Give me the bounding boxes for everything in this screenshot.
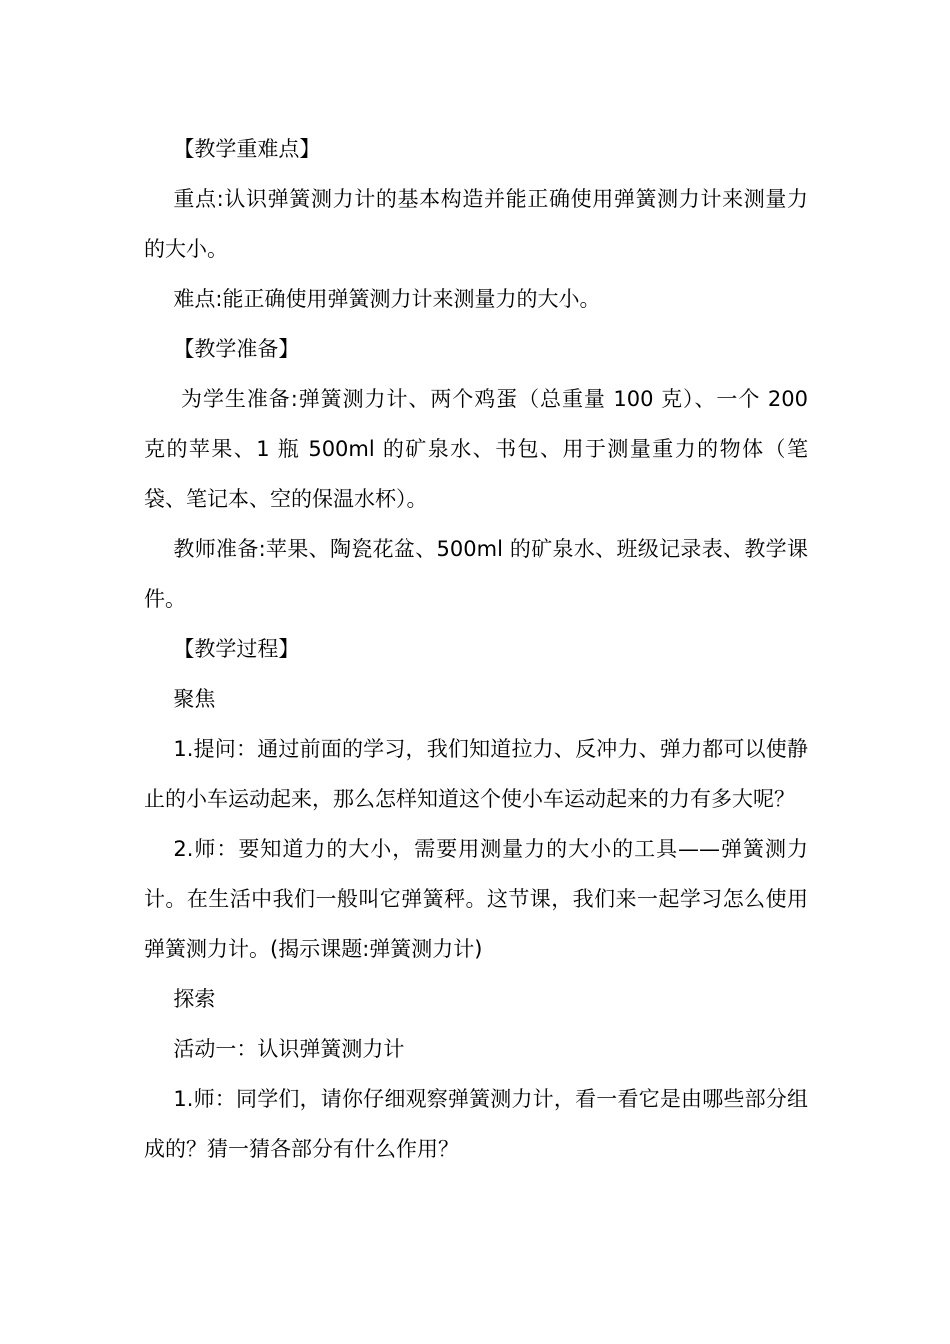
heading-teaching-preparation: 【教学准备】 <box>173 337 300 361</box>
activity-one-title: 活动一：认识弹簧测力计 <box>173 1037 405 1061</box>
paragraph-teacher-intro: 2.师：要知道力的大小，需要用测量力的大小的工具——弹簧测力计。在生活中我们一般叫它弹簧秤。这节课，我们来一起学习怎么使用弹簧测力计。(揭示课题:弹簧测力计) <box>144 837 808 961</box>
paragraph-student-preparation: 为学生准备:弹簧测力计、两个鸡蛋（总重量 100 克）、一个 200 克的苹果、1 瓶 500ml 的矿泉水、书包、用于测量重力的物体（笔袋、笔记本、空的保温水杯）。 <box>144 387 815 511</box>
paragraph-question: 1.提问：通过前面的学习，我们知道拉力、反冲力、弹力都可以使静止的小车运动起来，那么怎样知道这个使小车运动起来的力有多大呢？ <box>144 737 808 811</box>
document-body <box>144 124 815 1174</box>
paragraph-difficult-point: 难点:能正确使用弹簧测力计来测量力的大小。 <box>173 287 601 311</box>
paragraph-activity-one-instruction: 1.师：同学们，请你仔细观察弹簧测力计，看一看它是由哪些部分组成的？猜一猜各部分有什么作用？ <box>144 1087 808 1161</box>
paragraph-teacher-preparation: 教师准备:苹果、陶瓷花盆、500ml 的矿泉水、班级记录表、教学课件。 <box>144 537 808 611</box>
section-explore: 探索 <box>173 987 216 1011</box>
heading-teaching-process: 【教学过程】 <box>173 637 300 661</box>
section-focus: 聚焦 <box>173 687 216 711</box>
paragraph-key-point: 重点:认识弹簧测力计的基本构造并能正确使用弹簧测力计来测量力的大小。 <box>144 187 808 261</box>
heading-key-difficult-points: 【教学重难点】 <box>173 137 321 161</box>
